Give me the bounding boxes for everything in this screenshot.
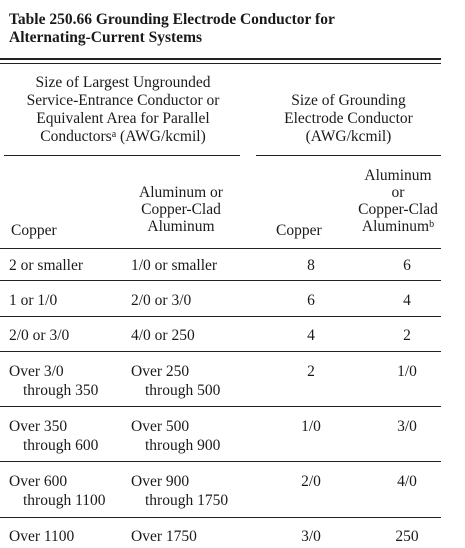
- row6-aluminum-electrode: 4/0: [397, 473, 417, 490]
- row1-aluminum-service: 1/0 or smaller: [131, 257, 218, 274]
- row4-copper-service: Over 3/0 through 350: [9, 363, 99, 399]
- subheader-aluminum-electrode: Aluminum or Copper-Clad Aluminum$^b$: [358, 167, 438, 235]
- group1-line1: Size of Largest Ungrounded: [35, 74, 211, 91]
- row7-copper-service: Over 1100: [9, 528, 75, 545]
- table-title-line1: Table 250.66 Grounding Electrode Conductor for: [9, 11, 335, 28]
- row3-copper-service: 2/0 or 3/0: [9, 327, 70, 344]
- group2-line3: (AWG/kcmil): [305, 128, 392, 145]
- group2-line1: Size of Grounding: [291, 92, 406, 109]
- row6-copper-electrode: 2/0: [301, 473, 321, 490]
- row7-copper-electrode: 3/0: [301, 528, 321, 545]
- row3-aluminum-service: 4/0 or 250: [131, 327, 195, 344]
- footnote-b: b: [429, 219, 435, 230]
- row6-copper-service: Over 600 through 1100: [9, 473, 106, 509]
- row5-aluminum-service: Over 500 through 900: [131, 418, 221, 454]
- group1-underline: [4, 155, 240, 156]
- subheader-copper-electrode: Copper: [276, 222, 322, 239]
- row4-aluminum-service: Over 250 through 500: [131, 363, 221, 399]
- group-header-service-entrance: [0, 74, 246, 146]
- group1-line3: Equivalent Area for Parallel: [36, 110, 210, 127]
- row5-aluminum-electrode: 3/0: [397, 418, 417, 435]
- row6-aluminum-service: Over 900 through 1750: [131, 473, 229, 509]
- subheader-copper-service: Copper: [11, 222, 57, 239]
- table-title-line2: Alternating-Current Systems: [9, 29, 203, 46]
- row1-aluminum-electrode: 6: [403, 257, 411, 274]
- row7-aluminum-electrode: 250: [395, 528, 419, 545]
- row2-aluminum-electrode: 4: [403, 292, 411, 309]
- row5-copper-electrode: 1/0: [301, 418, 321, 435]
- header-top-rule: [0, 63, 441, 64]
- title-rule: [0, 58, 441, 60]
- group2-line2: Electrode Conductor: [284, 110, 413, 127]
- group2-underline: [256, 155, 441, 156]
- row5-copper-service: Over 350 through 600: [9, 418, 99, 454]
- row7-aluminum-service: Over 1750: [131, 528, 197, 545]
- subheader-aluminum-service: Aluminum or Copper-Clad Aluminum: [139, 184, 223, 235]
- row1-copper-service: 2 or smaller: [9, 257, 84, 274]
- row3-copper-electrode: 4: [307, 327, 315, 344]
- table-title: [9, 11, 449, 47]
- row3-aluminum-electrode: 2: [403, 327, 411, 344]
- row2-aluminum-service: 2/0 or 3/0: [131, 292, 192, 309]
- row4-copper-electrode: 2: [307, 363, 315, 380]
- row2-copper-electrode: 6: [307, 292, 315, 309]
- row1-copper-electrode: 8: [307, 257, 315, 274]
- row4-aluminum-electrode: 1/0: [397, 363, 417, 380]
- footnote-a: a: [111, 129, 117, 140]
- header-bottom-rule: [0, 248, 441, 249]
- row2-copper-service: 1 or 1/0: [9, 292, 58, 309]
- group1-line2: Service-Entrance Conductor or: [26, 92, 220, 109]
- group1-line4: Conductors$^a$ (AWG/kcmil): [40, 128, 206, 145]
- group-header-grounding-electrode: [256, 92, 441, 146]
